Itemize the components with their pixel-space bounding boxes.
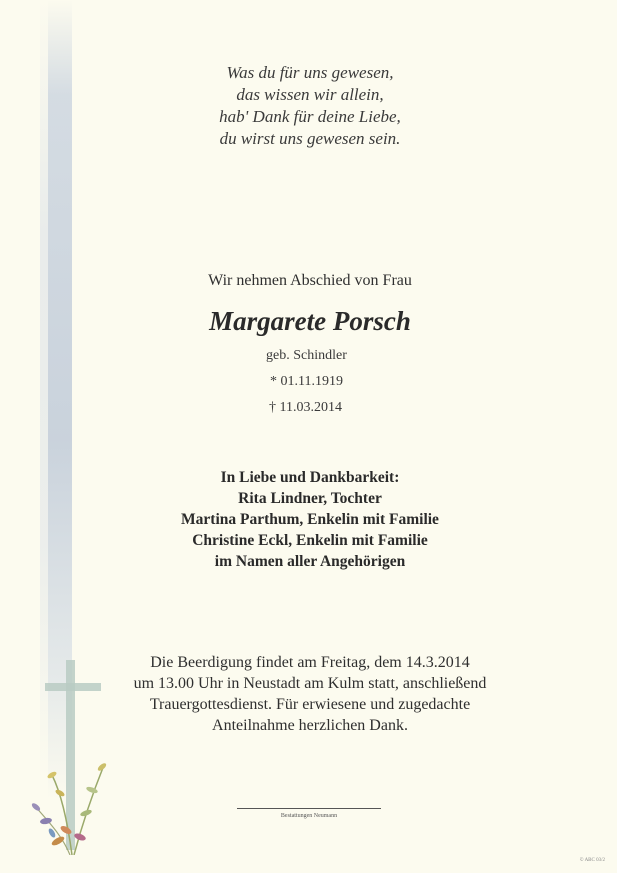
- undertaker-name: Bestattungen Neumann: [280, 813, 338, 819]
- funeral-line: Trauergottesdienst. Für erwiesene und zugedachte: [149, 696, 471, 713]
- mourner-line: im Namen aller Angehörigen: [214, 553, 406, 570]
- mourner-line: Martina Parthum, Enkelin mit Familie: [181, 511, 439, 528]
- signature-line: [237, 808, 381, 809]
- cross-with-branches-icon: [22, 655, 132, 855]
- death-date: † 11.03.2014: [269, 400, 342, 415]
- deceased-name: Margarete Porsch: [209, 306, 411, 336]
- farewell-line: Wir nehmen Abschied von Frau: [208, 272, 412, 289]
- mourners-heading: In Liebe und Dankbarkeit:: [220, 469, 400, 486]
- funeral-line: Anteilnahme herzlichen Dank.: [212, 717, 408, 734]
- mourner-line: Christine Eckl, Enkelin mit Familie: [192, 532, 428, 549]
- poem-line: Was du für uns gewesen,: [226, 63, 394, 82]
- funeral-line: Die Beerdigung findet am Freitag, dem 14.3.2014: [150, 654, 470, 671]
- life-details: [266, 343, 466, 421]
- poem-line: hab' Dank für deine Liebe,: [219, 107, 401, 126]
- birth-date: * 01.11.1919: [270, 374, 343, 389]
- poem-line: du wirst uns gewesen sein.: [219, 129, 401, 148]
- poem-line: das wissen wir allein,: [236, 85, 384, 104]
- poem: [140, 62, 480, 150]
- mourner-line: Rita Lindner, Tochter: [238, 490, 382, 507]
- funeral-line: um 13.00 Uhr in Neustadt am Kulm statt, anschließend: [133, 675, 487, 692]
- maiden-name: geb. Schindler: [266, 348, 347, 363]
- mourners-block: [120, 467, 500, 572]
- funeral-notice: [110, 652, 510, 736]
- corner-mark: © ABC 03/2: [579, 858, 605, 863]
